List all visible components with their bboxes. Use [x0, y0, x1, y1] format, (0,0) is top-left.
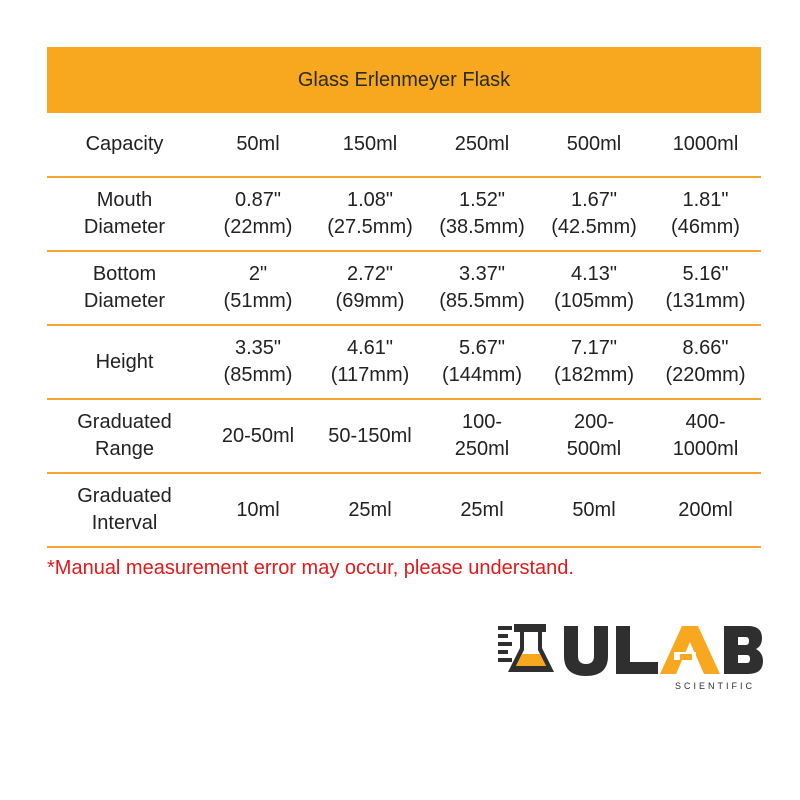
- table-cell: 4.13" (105mm): [553, 263, 634, 312]
- table-cell: 7.17" (182mm): [553, 337, 634, 386]
- logo-subtext: SCIENTIFIC: [675, 681, 756, 691]
- spec-table: [47, 47, 761, 548]
- table-cell: 1.08" (27.5mm): [327, 189, 413, 238]
- table-cell: 1.81" (46mm): [671, 189, 740, 238]
- table-cell: 50-150ml: [328, 424, 412, 447]
- table-row-mouth-diameter: [47, 178, 761, 252]
- table-cell: 200ml: [678, 498, 733, 521]
- table-cell: 2" (51mm): [223, 263, 293, 312]
- table-cell: 50ml: [572, 498, 616, 521]
- row-label: Height: [95, 350, 154, 373]
- table-row-graduated-range: [47, 400, 761, 474]
- table-cell: 4.61" (117mm): [330, 337, 410, 386]
- row-label: Graduated Interval: [77, 485, 172, 534]
- table-cell: 2.72" (69mm): [335, 263, 405, 312]
- footnote: *Manual measurement error may occur, please understand.: [47, 557, 574, 579]
- table-cell: 25ml: [348, 498, 392, 521]
- row-label: Capacity: [85, 133, 164, 155]
- logo-letter-a: [660, 626, 720, 674]
- logo-letter-u: [564, 626, 608, 676]
- table-cell: 25ml: [460, 498, 504, 521]
- table-cell: 0.87" (22mm): [223, 189, 293, 238]
- logo-letter-b: [724, 626, 763, 674]
- row-label: Mouth Diameter: [83, 189, 166, 238]
- table-cell: 3.37" (85.5mm): [439, 263, 525, 312]
- table-cell: 50ml: [236, 133, 280, 155]
- table-cell: 10ml: [236, 498, 280, 521]
- table-cell: 200- 500ml: [566, 411, 622, 460]
- row-label: Graduated Range: [77, 411, 172, 460]
- table-row-capacity: [47, 113, 761, 178]
- table-cell: 5.67" (144mm): [441, 337, 522, 386]
- table-cell: 250ml: [454, 133, 510, 155]
- table-cell: 1000ml: [672, 133, 739, 155]
- table-cell: 1.52" (38.5mm): [439, 189, 525, 238]
- table-cell: 8.66" (220mm): [665, 337, 746, 386]
- table-cell: 100- 250ml: [454, 411, 510, 460]
- table-title: Glass Erlenmeyer Flask: [297, 68, 511, 91]
- table-row-bottom-diameter: [47, 252, 761, 326]
- row-label: Bottom Diameter: [83, 263, 166, 312]
- table-cell: 20-50ml: [221, 424, 295, 447]
- table-row-graduated-interval: [47, 474, 761, 548]
- table-cell: 1.67" (42.5mm): [551, 189, 637, 238]
- flask-icon: [498, 624, 554, 672]
- table-cell: 5.16" (131mm): [665, 263, 746, 312]
- table-cell: 500ml: [566, 133, 622, 155]
- logo-letter-l: [616, 626, 658, 674]
- table-title-bar: [47, 47, 761, 113]
- table-cell: 400- 1000ml: [672, 411, 739, 460]
- table-cell: 3.35" (85mm): [223, 337, 293, 386]
- table-cell: 150ml: [342, 133, 398, 155]
- table-row-height: [47, 326, 761, 400]
